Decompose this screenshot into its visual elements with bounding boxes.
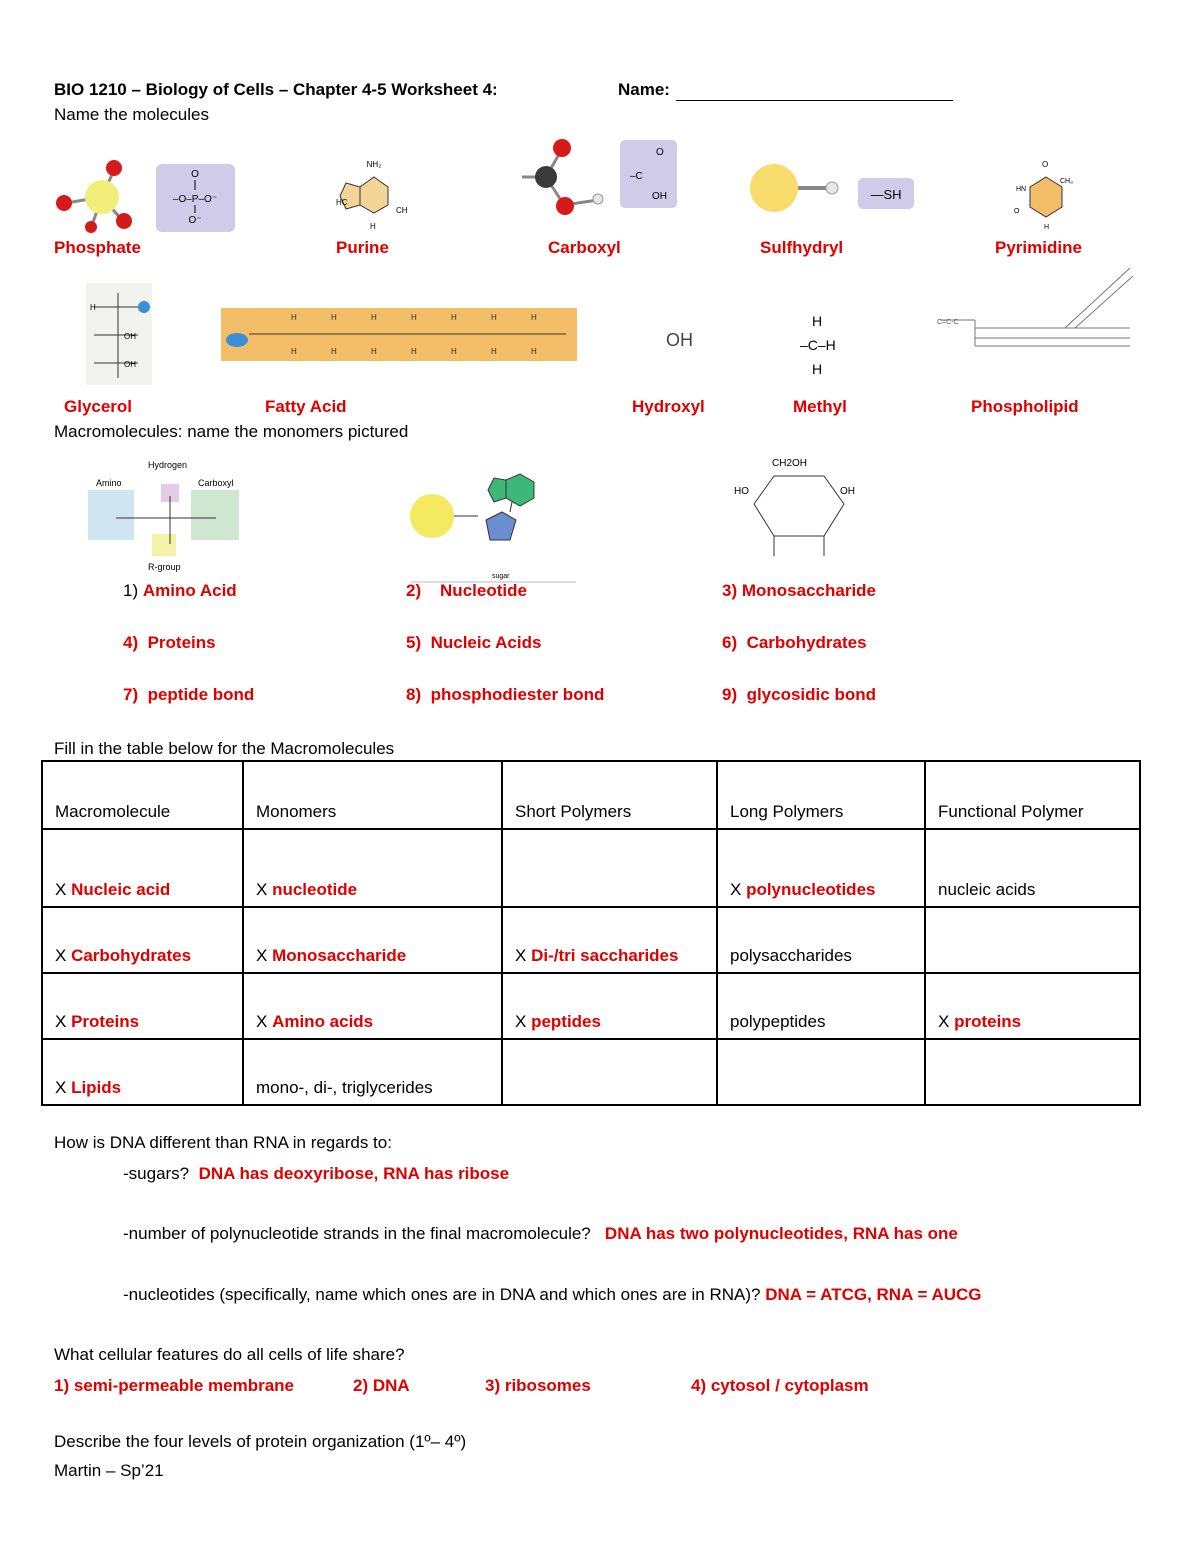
table-cell[interactable]: [502, 1039, 717, 1105]
table-cell[interactable]: X Proteins: [42, 973, 243, 1039]
worksheet-title: BIO 1210 – Biology of Cells – Chapter 4-5 Worksheet 4:: [54, 80, 498, 99]
glycerol-figure: [86, 283, 152, 385]
methyl-h-top: H: [812, 313, 823, 329]
molecule-label-methyl: Methyl: [793, 397, 847, 416]
molecule-label-sulfhydryl: Sulfhydryl: [760, 238, 844, 257]
svg-text:CH₃: CH₃: [1060, 178, 1073, 185]
amino-acid-figure: [86, 456, 246, 574]
table-row: [42, 973, 1140, 1039]
svg-text:H: H: [371, 313, 377, 322]
svg-text:–O–P–O⁻: –O–P–O⁻: [172, 194, 218, 205]
cells-answer-4: 4) cytosol / cytoplasm: [691, 1376, 869, 1395]
macromolecule-table: [41, 760, 1141, 1106]
amino-hydrogen-label: Hydrogen: [148, 460, 188, 470]
svg-text:NH₂: NH₂: [366, 160, 382, 169]
methyl-h-bottom: H: [812, 361, 823, 377]
svg-text:H: H: [370, 222, 376, 231]
sugar-oh-label: OH: [840, 486, 855, 497]
table-cell[interactable]: X proteins: [925, 973, 1140, 1039]
svg-text:H: H: [291, 347, 297, 356]
macromolecules-heading: Macromolecules: name the monomers pictured: [54, 422, 409, 441]
svg-text:H: H: [411, 347, 417, 356]
sulfhydryl-formula: —SH: [870, 187, 902, 202]
phosphate-figure: [52, 155, 237, 240]
svg-text:H: H: [451, 347, 457, 356]
table-row: [42, 907, 1140, 973]
name-blank-line[interactable]: [676, 100, 953, 101]
cells-answer-2: 2) DNA: [353, 1376, 410, 1395]
molecule-label-pyrimidine: Pyrimidine: [995, 238, 1082, 257]
svg-text:O: O: [1014, 208, 1020, 215]
svg-text:H: H: [90, 303, 96, 312]
svg-text:–C: –C: [630, 171, 643, 182]
table-cell[interactable]: [925, 907, 1140, 973]
dna-rna-strands: -number of polynucleotide strands in the final macromolecule? DNA has two polynucleotides, RNA has one: [123, 1224, 958, 1243]
svg-text:H: H: [331, 313, 337, 322]
sugar-ch2oh-label: CH2OH: [772, 458, 808, 469]
molecule-label-purine: Purine: [336, 238, 389, 257]
table-cell[interactable]: polysaccharides: [717, 907, 925, 973]
svg-text:H: H: [371, 347, 377, 356]
table-cell[interactable]: X Di-/tri saccharides: [502, 907, 717, 973]
svg-text:H: H: [531, 347, 537, 356]
sulfhydryl-figure: [748, 160, 918, 220]
answer-3: 3) Monosaccharide: [722, 581, 877, 600]
answer-1: 1) Amino Acid: [123, 581, 237, 600]
svg-text:OH: OH: [124, 332, 136, 341]
answer-4: 4) Proteins: [123, 633, 216, 652]
table-cell[interactable]: X Amino acids: [243, 973, 502, 1039]
footer-author: Martin – Sp’21: [54, 1461, 164, 1480]
svg-text:O: O: [656, 147, 664, 158]
svg-text:H: H: [451, 313, 457, 322]
svg-text:O: O: [191, 169, 199, 180]
molecule-label-phosphate: Phosphate: [54, 238, 141, 257]
svg-text:H: H: [411, 313, 417, 322]
molecule-label-phospholipid: Phospholipid: [971, 397, 1079, 416]
table-cell[interactable]: [925, 1039, 1140, 1105]
svg-text:O⁻: O⁻: [188, 215, 202, 226]
svg-text:HN: HN: [1016, 186, 1027, 193]
sugar-ho-label: HO: [734, 486, 749, 497]
table-intro: Fill in the table below for the Macromolecules: [54, 739, 395, 758]
table-cell[interactable]: X peptides: [502, 973, 717, 1039]
monosaccharide-figure: [734, 456, 864, 568]
molecule-label-glycerol: Glycerol: [64, 397, 133, 416]
table-header: Monomers: [243, 761, 502, 829]
name-label: Name:: [618, 80, 670, 99]
nucleotide-figure: [406, 456, 584, 584]
table-cell[interactable]: X Carbohydrates: [42, 907, 243, 973]
table-cell[interactable]: X polynucleotides: [717, 829, 925, 907]
svg-text:O: O: [1042, 160, 1049, 169]
answer-2: 2) Nucleotide: [406, 581, 527, 600]
carboxyl-oh-label: OH: [652, 191, 667, 202]
methyl-formula: –C–H: [800, 337, 836, 353]
table-header: Functional Polymer: [925, 761, 1140, 829]
svg-text:H: H: [491, 347, 497, 356]
nucleotide-sugar-label: sugar: [492, 573, 510, 580]
table-row: [42, 829, 1140, 907]
molecule-label-carboxyl: Carboxyl: [548, 238, 621, 257]
section-subtitle: Name the molecules: [54, 105, 209, 124]
purine-figure: [330, 155, 418, 235]
dna-rna-sugars: -sugars? DNA has deoxyribose, RNA has ribose: [123, 1164, 510, 1183]
dna-rna-question: How is DNA different than RNA in regards to:: [54, 1133, 392, 1152]
table-cell[interactable]: polypeptides: [717, 973, 925, 1039]
answer-8: 8) phosphodiester bond: [406, 685, 605, 704]
hydroxyl-formula: OH: [666, 330, 693, 350]
answer-6: 6) Carbohydrates: [722, 633, 867, 652]
svg-text:OH: OH: [124, 360, 136, 369]
table-cell[interactable]: nucleic acids: [925, 829, 1140, 907]
cells-answer-1: 1) semi-permeable membrane: [54, 1376, 294, 1395]
answer-9: 9) glycosidic bond: [722, 685, 876, 704]
table-header: Long Polymers: [717, 761, 925, 829]
table-cell[interactable]: X nucleotide: [243, 829, 502, 907]
fatty-acid-figure: [221, 308, 577, 361]
table-cell[interactable]: [717, 1039, 925, 1105]
svg-text:HC: HC: [336, 198, 348, 207]
table-cell[interactable]: X Monosaccharide: [243, 907, 502, 973]
molecule-label-fatty-acid: Fatty Acid: [265, 397, 347, 416]
svg-text:C=C-C: C=C-C: [937, 319, 959, 326]
table-header: Short Polymers: [502, 761, 717, 829]
svg-text:H: H: [291, 313, 297, 322]
phospholipid-figure: [935, 258, 1135, 354]
amino-carboxyl-label: Carboxyl: [198, 478, 234, 488]
cells-question: What cellular features do all cells of life share?: [54, 1345, 405, 1364]
svg-text:CH: CH: [396, 206, 408, 215]
molecule-label-hydroxyl: Hydroxyl: [632, 397, 705, 416]
answer-7: 7) peptide bond: [123, 685, 255, 704]
amino-rgroup-label: R-group: [148, 562, 181, 572]
table-row: [42, 1039, 1140, 1105]
pyrimidine-figure: [1010, 155, 1082, 235]
table-header-row: [42, 761, 1140, 829]
svg-text:H: H: [1044, 224, 1050, 231]
table-cell[interactable]: [502, 829, 717, 907]
svg-text:H: H: [491, 313, 497, 322]
table-cell[interactable]: mono-, di-, triglycerides: [243, 1039, 502, 1105]
carboxyl-figure: [520, 135, 680, 225]
table-header: Macromolecule: [42, 761, 243, 829]
amino-amino-label: Amino: [96, 478, 122, 488]
answer-5: 5) Nucleic Acids: [406, 633, 542, 652]
svg-text:H: H: [531, 313, 537, 322]
table-cell[interactable]: X Nucleic acid: [42, 829, 243, 907]
dna-rna-nucleotides: -nucleotides (specifically, name which ones are in DNA and which ones are in RNA)? DNA = ATCG, RNA = AUCG: [123, 1285, 982, 1304]
protein-question: Describe the four levels of protein organization (1º– 4º): [54, 1432, 467, 1451]
table-cell[interactable]: X Lipids: [42, 1039, 243, 1105]
svg-text:H: H: [331, 347, 337, 356]
cells-answer-3: 3) ribosomes: [485, 1376, 591, 1395]
